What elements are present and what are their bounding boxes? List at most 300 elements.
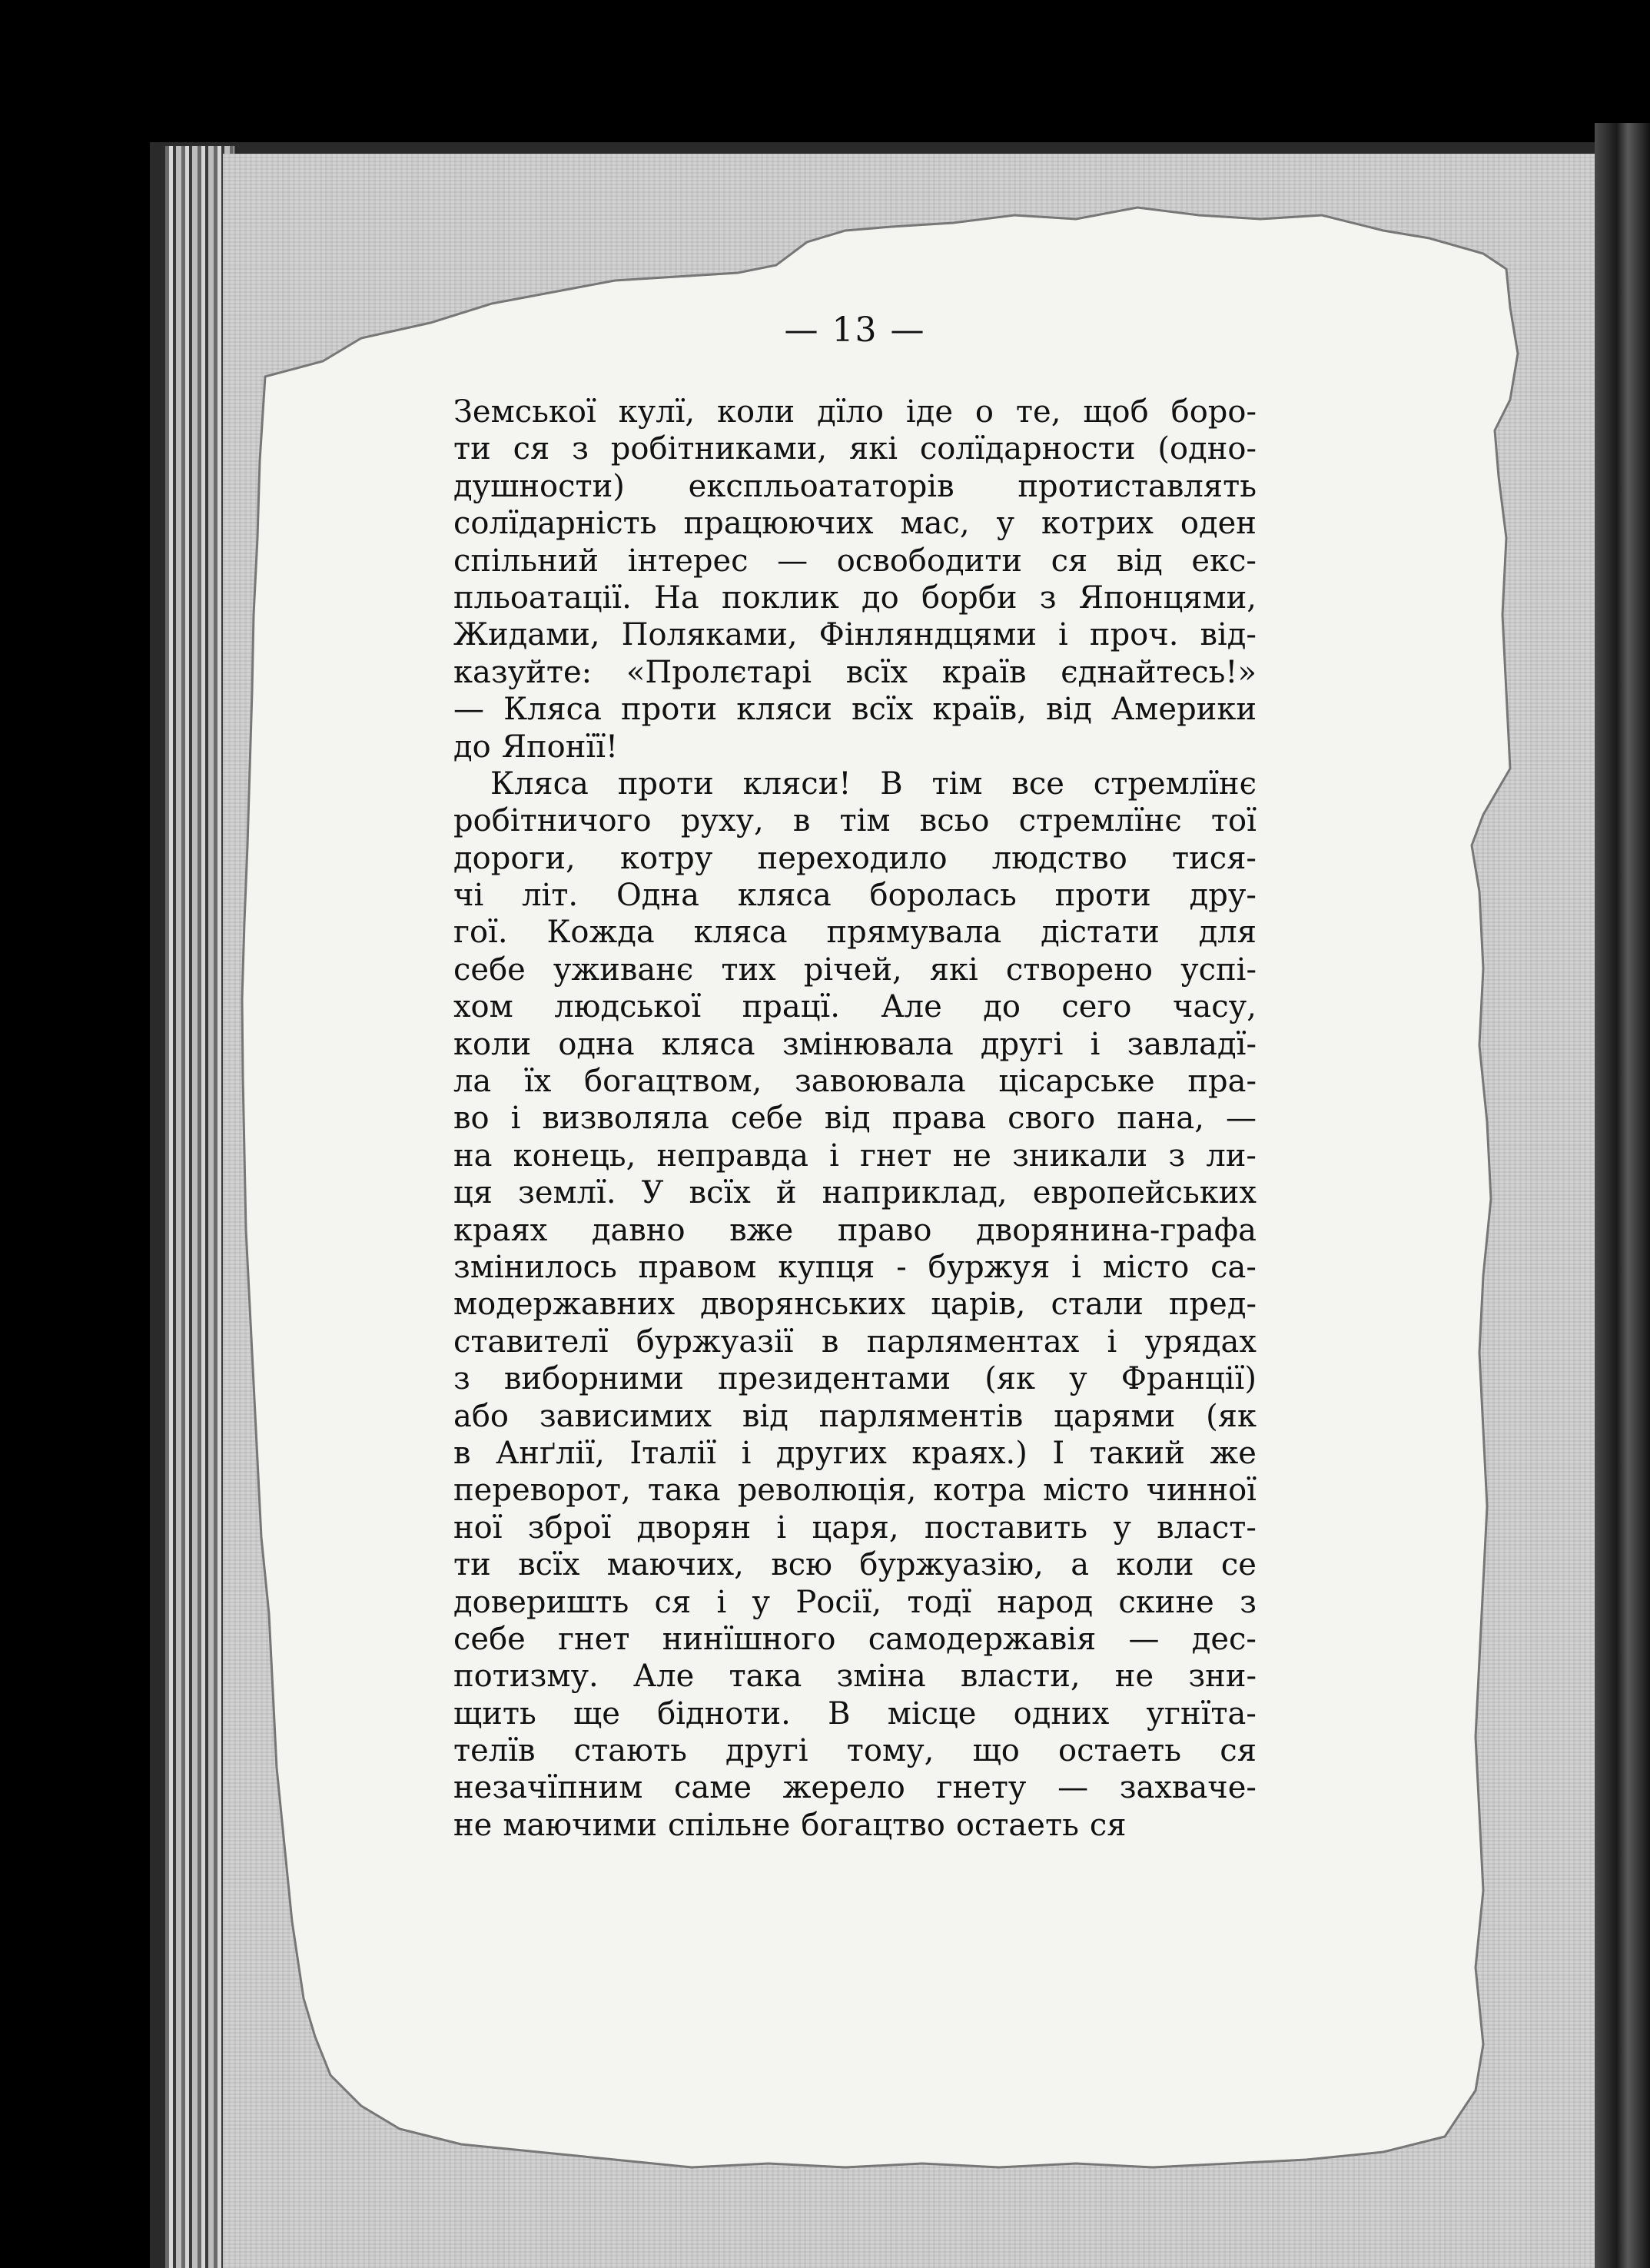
word: себе <box>453 951 526 988</box>
word: буржуазії <box>636 1323 794 1360</box>
word: власти, <box>960 1659 1081 1695</box>
word: руху, <box>680 803 764 839</box>
word: Італії <box>629 1435 717 1471</box>
word: чі <box>453 878 484 914</box>
text-line <box>453 1769 1257 1806</box>
word: кулї, <box>618 394 696 430</box>
word: з <box>1240 1584 1257 1620</box>
text-line <box>453 877 1257 914</box>
word: другі <box>725 1733 808 1769</box>
word: кляси <box>736 692 832 728</box>
word: скине <box>1118 1584 1214 1620</box>
word: і <box>510 1101 521 1137</box>
word: зміна <box>836 1659 926 1695</box>
text-line <box>453 1174 1257 1211</box>
word: в <box>453 1435 471 1471</box>
word: до <box>983 989 1021 1025</box>
word: а <box>1071 1547 1090 1583</box>
word: наприклад, <box>822 1175 1008 1211</box>
word: се <box>1220 1547 1257 1583</box>
word: конець, <box>513 1137 636 1174</box>
word: правом <box>638 1249 757 1285</box>
word: ла <box>453 1064 492 1100</box>
word: себе <box>453 1621 526 1657</box>
text-line <box>453 691 1257 728</box>
word: краях <box>453 1212 548 1248</box>
word: визволяла <box>542 1101 709 1137</box>
word: ти <box>453 1547 491 1583</box>
word: ця <box>453 1175 493 1211</box>
word: — <box>1128 1621 1160 1657</box>
word: до <box>453 729 491 765</box>
word: проти <box>617 765 714 802</box>
word: і <box>741 1435 752 1471</box>
word: Кляса <box>503 692 602 728</box>
word: потизму. <box>453 1659 599 1695</box>
word: ся <box>654 1584 692 1620</box>
text-line <box>453 1212 1257 1249</box>
word: — <box>777 543 808 579</box>
word: же <box>1210 1435 1257 1471</box>
text-line <box>453 802 1257 839</box>
word: котрих <box>1041 506 1154 542</box>
word: са- <box>1210 1249 1257 1285</box>
word: президентами <box>718 1361 951 1397</box>
word: країв, <box>932 692 1027 728</box>
word: що <box>972 1733 1020 1769</box>
word: одних <box>1013 1695 1110 1732</box>
word: така <box>729 1659 802 1695</box>
word: іде <box>905 394 954 430</box>
word: дворян <box>636 1509 752 1546</box>
word: у <box>1069 1361 1087 1397</box>
word: єднайтесь!» <box>1061 654 1257 690</box>
text-line <box>453 1063 1257 1100</box>
word: тодї <box>907 1584 971 1620</box>
text-line <box>453 616 1257 653</box>
word: незачїпним <box>453 1770 643 1806</box>
word: модержавних <box>453 1287 676 1323</box>
word: (одно- <box>1157 431 1257 467</box>
word: і <box>1090 1026 1101 1062</box>
word: Анґлії, <box>496 1435 605 1471</box>
word: Франції) <box>1120 1361 1257 1397</box>
word: прямувала <box>826 915 1002 951</box>
text-line <box>453 1509 1257 1546</box>
book-page-text <box>453 307 1257 2029</box>
word: ної <box>453 1509 503 1546</box>
text-line <box>453 1732 1257 1769</box>
word: дороги, <box>453 840 576 876</box>
text-line <box>453 1695 1257 1732</box>
word: успі- <box>1180 951 1257 988</box>
word: пана, <box>1117 1101 1204 1137</box>
word: коли <box>717 394 795 430</box>
word: стали <box>1051 1287 1144 1323</box>
word: переворот, <box>453 1473 631 1509</box>
word: другі <box>980 1026 1064 1062</box>
word: й <box>775 1175 797 1211</box>
word: у <box>1113 1509 1131 1546</box>
word: до <box>862 579 899 616</box>
word: працї. <box>742 989 840 1025</box>
word: (як <box>984 1361 1036 1397</box>
page-number: — 13 — <box>784 310 926 350</box>
word: телїв <box>453 1733 536 1769</box>
word: У <box>641 1175 664 1211</box>
word: гнету <box>936 1770 1027 1806</box>
word: купця <box>778 1249 875 1285</box>
word: В <box>880 765 903 802</box>
body-text <box>453 393 1257 1844</box>
word: і <box>829 1137 839 1174</box>
word: кляса <box>737 878 832 914</box>
text-line <box>453 1137 1257 1174</box>
text-line <box>453 579 1257 616</box>
word: парляментах <box>866 1323 1080 1360</box>
word: чинної <box>1146 1473 1257 1509</box>
word: сего <box>1061 989 1132 1025</box>
word: протиставлять <box>1018 468 1257 504</box>
text-line <box>453 951 1257 988</box>
text-line <box>453 1360 1257 1397</box>
word: буржуя <box>928 1249 1051 1285</box>
word: змінилось <box>453 1249 617 1285</box>
word: Одна <box>616 878 699 914</box>
word: людство <box>991 840 1127 876</box>
word: всїх <box>852 692 914 728</box>
word: боролась <box>869 878 1017 914</box>
word: богацтвом, <box>584 1064 762 1100</box>
word: давно <box>591 1212 686 1248</box>
word: дворянських <box>700 1287 906 1323</box>
word: і <box>1071 1249 1081 1285</box>
word: і <box>716 1584 727 1620</box>
word: нинїшного <box>662 1621 836 1657</box>
word: кляси! <box>742 765 852 802</box>
word: - <box>896 1249 907 1285</box>
text-line <box>453 1546 1257 1583</box>
word: людської <box>554 989 702 1025</box>
word: жерело <box>782 1770 905 1806</box>
word: спільне <box>668 1807 791 1843</box>
word: від <box>1045 692 1092 728</box>
word: Земської <box>453 394 596 430</box>
word: право <box>837 1212 932 1248</box>
word: всїх <box>845 654 908 690</box>
word: одна <box>558 1026 635 1062</box>
word: Жидами, <box>453 617 600 653</box>
word: Поляками, <box>621 617 798 653</box>
word: не <box>952 1137 991 1174</box>
word: царями <box>1054 1398 1176 1434</box>
word: права <box>891 1101 987 1137</box>
word: їх <box>523 1064 552 1100</box>
word: царів, <box>931 1287 1026 1323</box>
word: пред- <box>1168 1287 1257 1323</box>
word: поклик <box>721 579 839 616</box>
word: неправда <box>656 1137 808 1174</box>
word: дістати <box>1041 915 1160 951</box>
word: тих <box>721 951 776 988</box>
word: маючими <box>503 1807 658 1843</box>
word: тому, <box>846 1733 935 1769</box>
word: спільний <box>453 543 599 579</box>
word: коли <box>1116 1547 1194 1583</box>
word: ся <box>1051 543 1088 579</box>
word: в <box>821 1323 839 1360</box>
word: всїх <box>518 1547 580 1583</box>
word: хом <box>453 989 513 1025</box>
word: з <box>1168 1137 1186 1174</box>
word: гнет <box>558 1621 630 1657</box>
text-line <box>453 1026 1257 1063</box>
word: в <box>792 803 811 839</box>
word: завоювала <box>794 1064 966 1100</box>
word: щоб <box>1083 394 1149 430</box>
word: вже <box>729 1212 794 1248</box>
word: не <box>1114 1659 1154 1695</box>
word: урядах <box>1144 1323 1257 1360</box>
word: переходило <box>757 840 948 876</box>
word: робітничого <box>453 803 652 839</box>
word: буржуазію, <box>859 1547 1044 1583</box>
word: во <box>453 1101 490 1137</box>
word: дес- <box>1191 1621 1257 1657</box>
word: котра <box>933 1473 1027 1509</box>
word: остаеть <box>955 1807 1079 1843</box>
word: або <box>453 1398 510 1434</box>
word: котру <box>619 840 713 876</box>
word: всю <box>771 1547 832 1583</box>
text-line <box>453 654 1257 691</box>
word: робітниками, <box>610 431 828 467</box>
word: зникали <box>1012 1137 1148 1174</box>
word: на <box>453 1137 493 1174</box>
word: від <box>742 1398 788 1434</box>
word: від <box>1116 543 1163 579</box>
word: ся <box>1220 1733 1257 1769</box>
word: других <box>775 1435 887 1471</box>
word: ся <box>1089 1807 1127 1843</box>
word: і <box>1107 1323 1117 1360</box>
word: солїдарність <box>453 506 657 542</box>
word: часу, <box>1172 989 1257 1025</box>
word: Японцями, <box>1078 579 1257 616</box>
text-line <box>453 988 1257 1025</box>
text-line <box>453 1435 1257 1472</box>
word: власт- <box>1157 1509 1257 1546</box>
word: які <box>849 431 898 467</box>
word: які <box>929 951 978 988</box>
word: у <box>752 1584 771 1620</box>
word: — <box>1057 1770 1089 1806</box>
word: зброї <box>527 1509 612 1546</box>
text-line <box>453 543 1257 579</box>
word: мас, <box>900 506 970 542</box>
word: Японїї! <box>501 729 619 765</box>
word: екс- <box>1191 543 1257 579</box>
text-line <box>453 393 1257 430</box>
word: саме <box>673 1770 752 1806</box>
word: краях.) <box>911 1435 1028 1471</box>
word: стають <box>573 1733 687 1769</box>
text-line <box>453 1621 1257 1658</box>
word: уживанє <box>553 951 694 988</box>
word: працюючих <box>683 506 874 542</box>
word: коли <box>453 1026 532 1062</box>
word: борби <box>921 579 1018 616</box>
text-line <box>453 729 1257 765</box>
text-line <box>453 1472 1257 1509</box>
word: землї. <box>518 1175 616 1211</box>
word: не <box>453 1807 493 1843</box>
word: те, <box>1015 394 1061 430</box>
word: — <box>1225 1101 1257 1137</box>
word: зни- <box>1188 1659 1257 1695</box>
word: дворянина-графа <box>975 1212 1257 1248</box>
text-line <box>453 1807 1257 1844</box>
word: завладї- <box>1127 1026 1257 1062</box>
word: у <box>996 506 1015 542</box>
word: гої. <box>453 915 508 951</box>
word: і <box>1058 617 1068 653</box>
word: бідноти. <box>657 1695 791 1732</box>
word: Кляса <box>490 765 589 802</box>
word: всїх <box>689 1175 751 1211</box>
word: для <box>1198 915 1257 951</box>
word: доверишть <box>453 1584 629 1620</box>
word: Кожда <box>546 915 655 951</box>
word: і <box>776 1509 787 1546</box>
word: щить <box>453 1695 536 1732</box>
word: оден <box>1180 506 1257 542</box>
word: від- <box>1200 617 1257 653</box>
word: проти <box>1054 878 1151 914</box>
word: кляса <box>661 1026 755 1062</box>
text-line <box>453 914 1257 951</box>
word: В <box>828 1695 851 1732</box>
text-line <box>453 468 1257 505</box>
word: ти <box>453 431 491 467</box>
word: тім <box>931 765 983 802</box>
word: місто <box>1102 1249 1190 1285</box>
word: гнет <box>860 1137 932 1174</box>
word: ли- <box>1206 1137 1257 1174</box>
word: зависимих <box>539 1398 712 1434</box>
word: угнїта- <box>1146 1695 1257 1732</box>
word: богацтво <box>801 1807 945 1843</box>
word: такий <box>1089 1435 1185 1471</box>
text-line <box>453 1249 1257 1286</box>
word: На <box>654 579 699 616</box>
word: інтерес <box>627 543 749 579</box>
word: все <box>1011 765 1064 802</box>
word: свого <box>1008 1101 1096 1137</box>
text-line <box>453 1658 1257 1695</box>
word: захваче- <box>1119 1770 1257 1806</box>
text-line <box>453 1100 1257 1137</box>
word: проти <box>621 692 718 728</box>
word: стремлїнє <box>1093 765 1257 802</box>
word: «Пролєтарі <box>626 654 812 690</box>
word: від <box>824 1101 871 1137</box>
word: проч. <box>1089 617 1179 653</box>
word: дїло <box>817 394 885 430</box>
word: річей, <box>803 951 902 988</box>
word: експльоататорів <box>688 468 954 504</box>
word: з <box>572 431 589 467</box>
word: остаеть <box>1058 1733 1182 1769</box>
word: европейських <box>1032 1175 1257 1211</box>
word: кляса <box>693 915 788 951</box>
word: — <box>453 692 484 728</box>
word: дру- <box>1189 878 1257 914</box>
word: тої <box>1210 803 1257 839</box>
word: себе <box>730 1101 803 1137</box>
word: стремлїнє <box>1018 803 1182 839</box>
word: революція, <box>737 1473 917 1509</box>
word: Фінляндцями <box>818 617 1037 653</box>
text-line <box>453 840 1257 877</box>
text-line <box>453 1584 1257 1621</box>
word: маючих, <box>606 1547 744 1583</box>
word: пра- <box>1187 1064 1257 1100</box>
word: місто <box>1043 1473 1130 1509</box>
word: ставителї <box>453 1323 609 1360</box>
word: змінювала <box>782 1026 954 1062</box>
word: створено <box>1005 951 1153 988</box>
word: поставить <box>924 1509 1088 1546</box>
word: така <box>647 1473 721 1509</box>
word: царя, <box>812 1509 899 1546</box>
word: Америки <box>1111 692 1257 728</box>
word: Але <box>881 989 942 1025</box>
word: І <box>1052 1435 1065 1471</box>
word: вибoрними <box>503 1361 684 1397</box>
text-line <box>453 1286 1257 1323</box>
text-line <box>453 765 1257 802</box>
word: країв <box>941 654 1027 690</box>
word: всьо <box>919 803 990 839</box>
text-line <box>453 1323 1257 1360</box>
word: народ <box>997 1584 1094 1620</box>
text-line <box>453 430 1257 467</box>
word: солїдарности <box>919 431 1136 467</box>
word: ся <box>513 431 550 467</box>
word: самодержавія <box>868 1621 1097 1657</box>
word: ще <box>573 1695 620 1732</box>
word: тім <box>839 803 891 839</box>
word: Але <box>632 1659 695 1695</box>
word: душности) <box>453 468 625 504</box>
word: місце <box>887 1695 977 1732</box>
word: з <box>1039 579 1057 616</box>
text-line <box>453 1398 1257 1435</box>
word: освободити <box>836 543 1023 579</box>
word: казуйте: <box>453 654 593 690</box>
word: з <box>453 1361 470 1397</box>
word: тися- <box>1172 840 1257 876</box>
word: (як <box>1206 1398 1257 1434</box>
word: літ. <box>522 878 579 914</box>
text-line <box>453 505 1257 542</box>
word: о <box>974 394 994 430</box>
word: боро- <box>1170 394 1257 430</box>
word: парляментів <box>818 1398 1024 1434</box>
word: цісарське <box>998 1064 1155 1100</box>
word: пльоатації. <box>453 579 632 616</box>
